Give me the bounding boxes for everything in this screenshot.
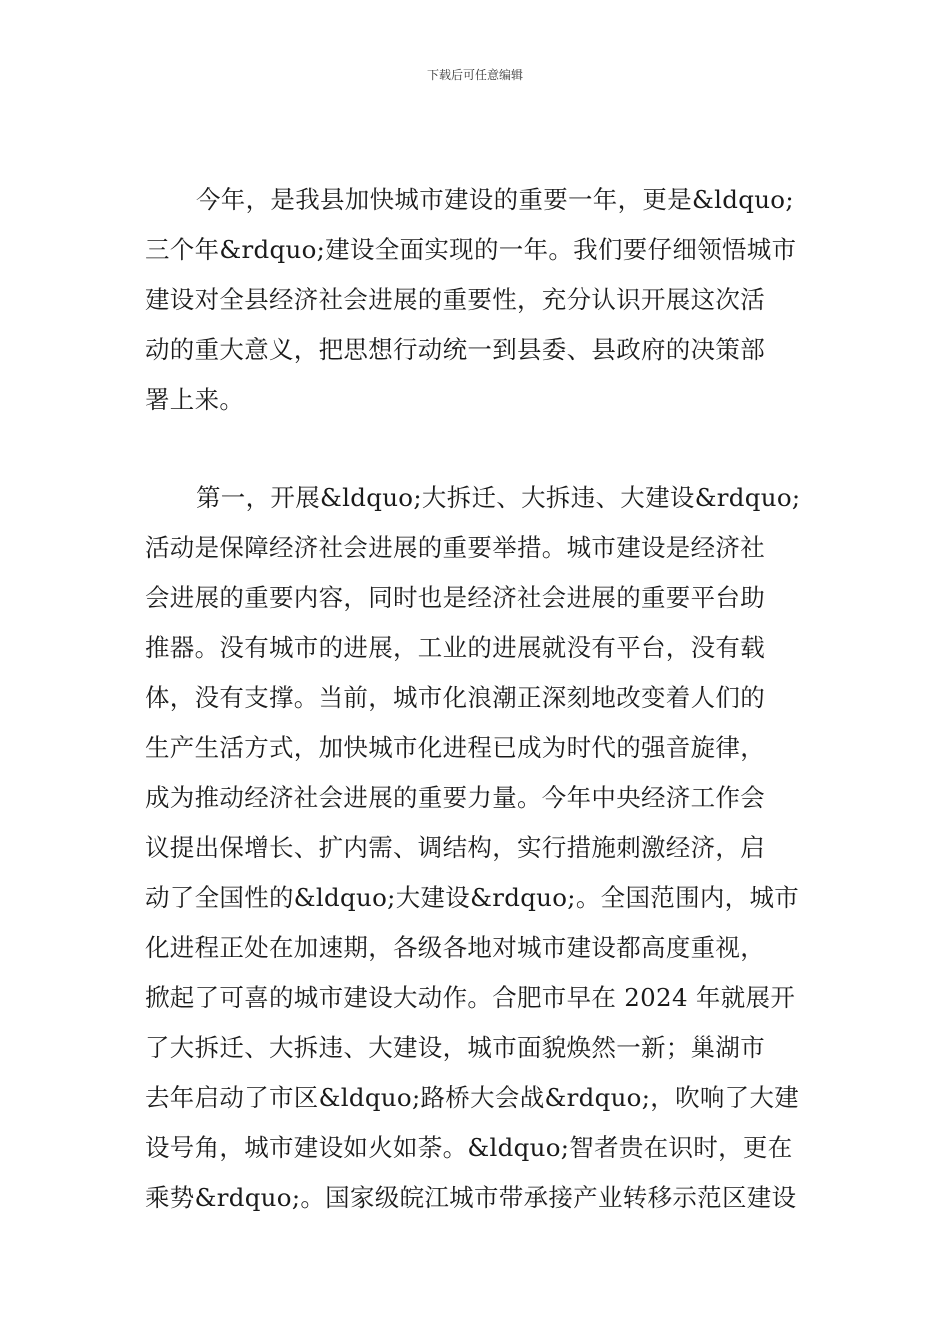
text-line: 成为推动经济社会进展的重要力量。今年中央经济工作会 bbox=[145, 783, 765, 812]
text-line: 署上来。 bbox=[145, 385, 245, 414]
text-line: 推器。没有城市的进展，工业的进展就没有平台，没有载 bbox=[145, 633, 765, 662]
text-line: 设号角，城市建设如火如荼。&ldquo;智者贵在识时，更在 bbox=[145, 1133, 793, 1162]
text-line: 动的重大意义，把思想行动统一到县委、县政府的决策部 bbox=[145, 335, 765, 364]
page-header: 下载后可任意编辑 bbox=[426, 68, 523, 82]
text-line: 乘势&rdquo;。国家级皖江城市带承接产业转移示范区建设 bbox=[145, 1183, 797, 1212]
text-line: 去年启动了市区&ldquo;路桥大会战&rdquo;，吹响了大建 bbox=[145, 1083, 800, 1112]
text-line: 建设对全县经济社会进展的重要性，充分认识开展这次活 bbox=[145, 285, 765, 314]
text-line: 化进程正处在加速期，各级各地对城市建设都高度重视， bbox=[145, 933, 765, 962]
text-line: 议提出保增长、扩内需、调结构，实行措施刺激经济，启 bbox=[145, 833, 765, 862]
text-line: 三个年&rdquo;建设全面实现的一年。我们要仔细领悟城市 bbox=[145, 235, 797, 264]
text-line: 会进展的重要内容，同时也是经济社会进展的重要平台助 bbox=[145, 583, 765, 612]
text-line: 掀起了可喜的城市建设大动作。合肥市早在 2024 年就展开 bbox=[145, 983, 796, 1012]
text-line: 了大拆迁、大拆违、大建设，城市面貌焕然一新；巢湖市 bbox=[145, 1033, 765, 1062]
text-line: 动了全国性的&ldquo;大建设&rdquo;。全国范围内，城市 bbox=[145, 883, 800, 912]
text-line: 活动是保障经济社会进展的重要举措。城市建设是经济社 bbox=[145, 533, 765, 562]
text-line: 第一，开展&ldquo;大拆迁、大拆违、大建设&rdquo; bbox=[196, 483, 801, 512]
text-line: 今年，是我县加快城市建设的重要一年，更是&ldquo; bbox=[196, 185, 794, 214]
text-line: 生产生活方式，加快城市化进程已成为时代的强音旋律， bbox=[145, 733, 765, 762]
text-line: 体，没有支撑。当前，城市化浪潮正深刻地改变着人们的 bbox=[145, 683, 765, 712]
